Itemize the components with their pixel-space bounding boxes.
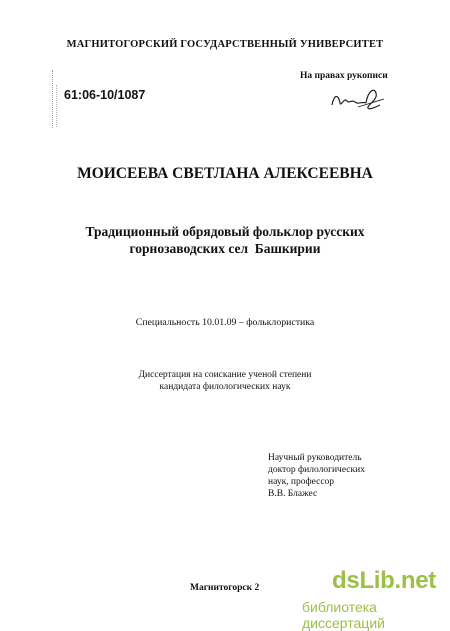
watermark[interactable]: [302, 566, 450, 631]
dissertation-title: [0, 223, 450, 257]
manuscript-note: На правах рукописи: [300, 71, 388, 81]
watermark-logo[interactable]: dsLib.net: [332, 567, 436, 594]
title-line: горнозаводских сел Башкирии: [129, 241, 321, 256]
watermark-subtitle: библиотека диссертаций: [302, 599, 385, 631]
city-year: Магнитогорск 2: [190, 583, 260, 593]
author-name: МОИСЕЕВА СВЕТЛАНА АЛЕКСЕЕВНА: [77, 165, 373, 182]
title-line: Традиционный обрядовый фольклор русских: [85, 224, 365, 239]
degree-statement: [0, 369, 450, 393]
supervisor-line: Научный руководитель: [268, 453, 362, 463]
catalog-stamp: 61:06-10/1087: [64, 88, 146, 102]
degree-line: Диссертация на соискание ученой степени: [138, 370, 312, 380]
supervisor-line: В.В. Блажес: [268, 489, 318, 499]
scan-edge-mark: [56, 85, 58, 127]
supervisor-line: доктор филологических: [268, 465, 365, 475]
signature-icon: [328, 85, 388, 113]
supervisor-line: наук, профессор: [268, 477, 335, 487]
supervisor-block: [268, 452, 365, 500]
university-name: МАГНИТОГОРСКИЙ ГОСУДАРСТВЕННЫЙ УНИВЕРСИТЕТ: [66, 39, 384, 50]
scan-edge-mark: [52, 70, 54, 128]
specialty: Специальность 10.01.09 – фольклористика: [135, 317, 315, 328]
degree-line: кандидата филологических наук: [159, 382, 291, 392]
